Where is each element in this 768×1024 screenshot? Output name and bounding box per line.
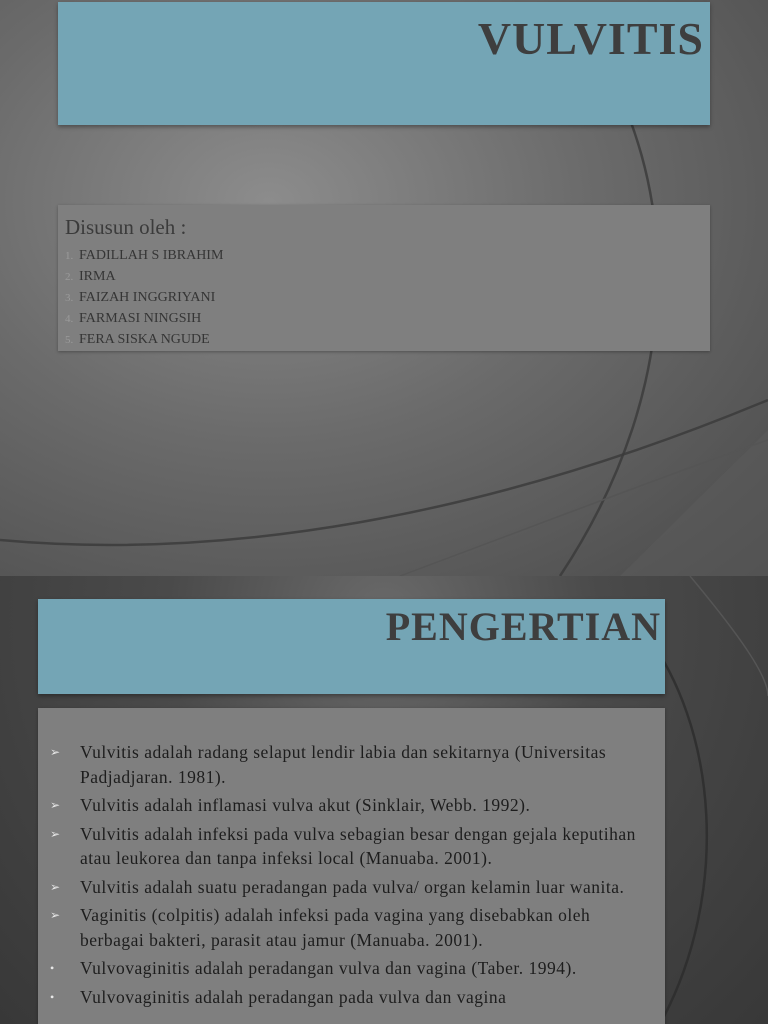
definitions-list <box>48 740 657 1013</box>
definition-item: ➢ Vulvitis adalah inflamasi vulva akut (Sinklair, Webb. 1992). <box>48 793 657 818</box>
definition-item: ➢ Vaginitis (colpitis) adalah infeksi pada vagina yang disebabkan oleh berbagai bakteri, parasit atau jamur (Manuaba. 2001). <box>50 905 591 950</box>
definitions-box <box>38 708 665 1024</box>
arrow-bullet-icon: ➢ <box>50 908 61 922</box>
arrow-bullet-icon: ➢ <box>50 745 61 759</box>
title-banner <box>58 2 710 125</box>
definition-item: ➢ Vulvitis adalah suatu peradangan pada vulva/ organ kelamin luar wanita. <box>48 875 657 900</box>
author-item: 2. IRMA <box>65 269 116 284</box>
dot-bullet-icon: • <box>50 961 55 975</box>
arrow-bullet-icon: ➢ <box>50 879 61 894</box>
author-name: IRMA <box>79 269 116 284</box>
slide-title: PENGERTIAN <box>385 604 661 649</box>
title-banner <box>38 599 665 694</box>
authors-list <box>65 245 223 350</box>
author-item: 1. FADILLAH S IBRAHIM <box>65 248 224 263</box>
author-name: FERA SISKA NGUDE <box>79 332 210 347</box>
definition-item: ➢ Vulvitis adalah radang selaput lendir labia dan sekitarnya (Universitas Padjadjaran. 1981). <box>50 742 607 787</box>
author-name: FAIZAH INGGRIYANI <box>79 290 216 305</box>
definition-item: ➢ Vulvitis adalah infeksi pada vulva sebagian besar dengan gejala keputihan atau leukorea dan tanpa infeksi local (Manuaba. 2001). <box>50 823 636 868</box>
definition-item: • Vulvovaginitis adalah peradangan pada vulva dan vagina <box>48 985 657 1010</box>
author-item: 5. FERA SISKA NGUDE <box>65 332 210 347</box>
author-item: 4. FARMASI NINGSIH <box>65 311 202 326</box>
arrow-bullet-icon: ➢ <box>50 826 61 841</box>
author-name: FADILLAH S IBRAHIM <box>79 248 224 263</box>
slide-title: VULVITIS <box>477 13 704 64</box>
dot-bullet-icon: • <box>50 989 55 1004</box>
definition-slide <box>0 576 768 1024</box>
authors-heading: Disusun oleh : <box>65 215 187 239</box>
arrow-bullet-icon: ➢ <box>50 798 61 812</box>
definition-item: • Vulvovaginitis adalah peradangan vulva dan vagina (Taber. 1994). <box>48 956 657 981</box>
author-name: FARMASI NINGSIH <box>79 311 202 326</box>
authors-box <box>58 205 710 351</box>
author-item: 3. FAIZAH INGGRIYANI <box>65 290 216 305</box>
